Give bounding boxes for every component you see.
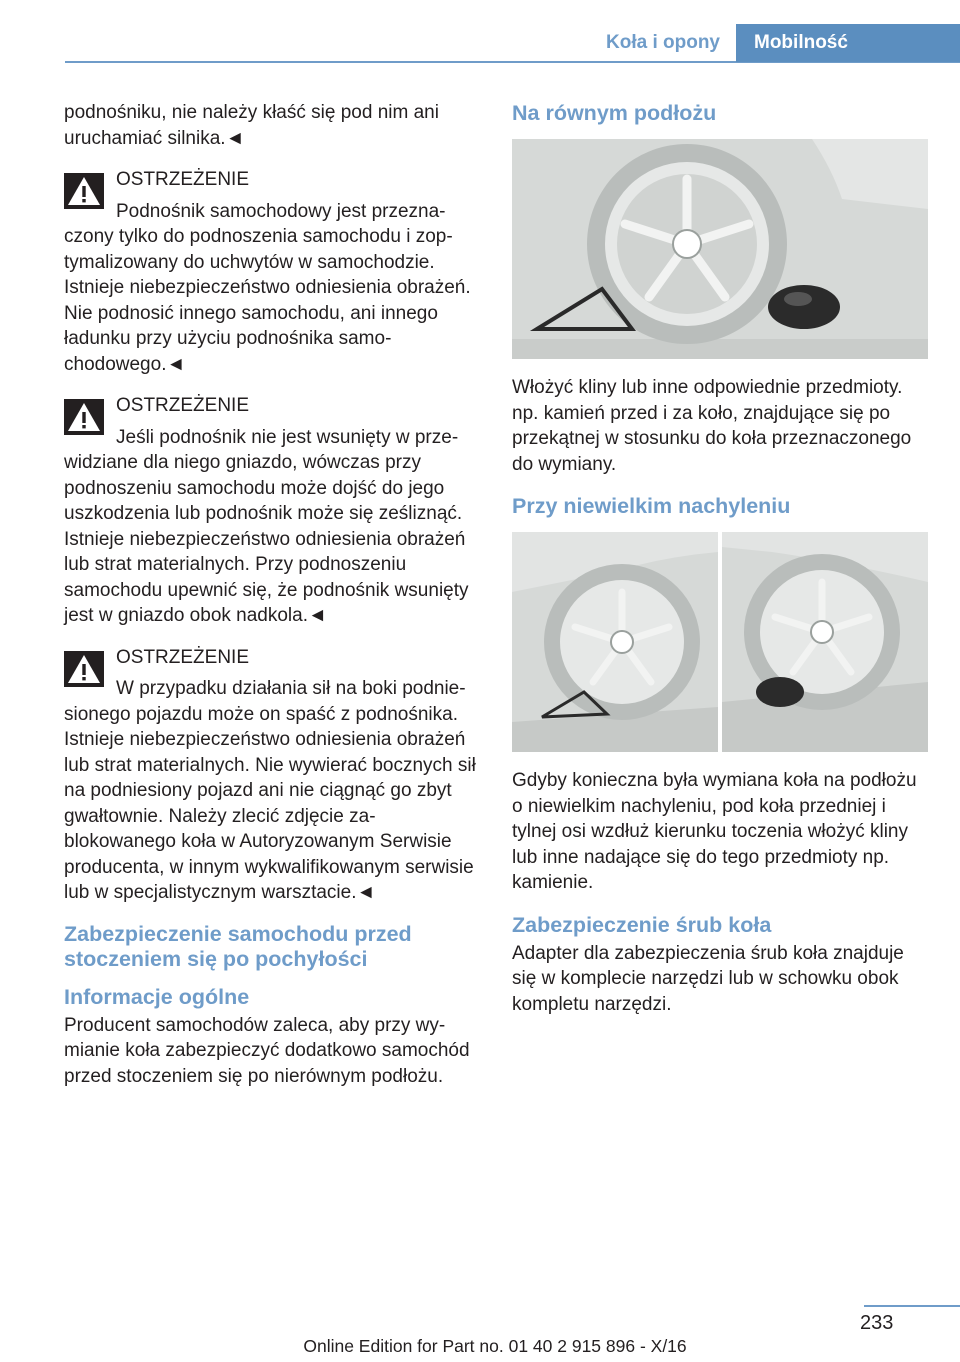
subheading-general: Informacje ogólne — [64, 984, 250, 1009]
edition-footer: Online Edition for Part no. 01 40 2 915 896 - X/16 — [303, 1336, 687, 1356]
slope-text: Gdyby konieczna była wymiana koła na podłożu o niewielkim nachyleniu, pod koła przedniej i tylnej osi wzdłuż kierunku toczenia włożyć kliny lub inne nadające się do tego przedmioty np. kamienie. — [512, 770, 917, 893]
footer-rule — [864, 1305, 960, 1307]
tab-chapter[interactable]: Mobilność — [736, 24, 960, 62]
slope-heading: Przy niewielkim nachyleniu — [512, 494, 791, 518]
section-heading: Zabezpieczenie samochodu przed stoczeniem się po pochyłości — [64, 921, 412, 971]
page-number: 233 — [860, 1312, 894, 1334]
warning-icon — [64, 399, 104, 435]
bolts-text: Adapter dla zabezpieczenia śrub koła znajduje się w komplecie narzędzi lub w schowku obok kompletu narzędzi. — [512, 942, 904, 1015]
warning-text: sionego pojazdu może on spaść z podnośnika. Istnieje niebezpieczeństwo odniesienia obrażeń lub strat materialnych. Nie wywierać bocznych sił na podniesiony pojazd ani nie ciągnąć go zbyt gwałtownie. Należy zlecić zdjęcie zablokowanego koła w Autoryzowanym Serwisie producenta, w innym wykwalifikowanym serwisie lub w specjalistycznym warsztacie.◄ — [64, 703, 476, 903]
general-text: Producent samochodów zaleca, aby przy wymianie koła zabezpieczyć dodatkowo samochód przed stoczeniem się po nierównym podłożu. — [64, 1014, 470, 1087]
warning-icon — [64, 173, 104, 209]
warning-block — [64, 645, 476, 906]
warning-icon — [64, 651, 104, 687]
warning-block — [64, 167, 476, 377]
right-column — [512, 100, 928, 1017]
flat-text: Włożyć kliny lub inne odpowiednie przedmioty. np. kamień przed i za koło, znajdujące się po przekątnej w stosunku do koła przeznaczonego do wymiany. — [512, 377, 912, 475]
warning-text-first: Jeśli podnośnik nie jest wsunięty w prze- — [116, 426, 459, 448]
intro-text: podnośniku, nie należy kłaść się pod nim ani uruchamiać silnika.◄ — [64, 102, 439, 149]
slope-chock-illustration — [512, 532, 928, 752]
warning-title: OSTRZEŻENIE — [116, 395, 250, 416]
warning-text-first: Podnośnik samochodowy jest przezna- — [116, 200, 446, 222]
wheel-chock-illustration — [512, 139, 928, 359]
warning-title: OSTRZEŻENIE — [116, 646, 250, 668]
warning-text: czony tylko do podnoszenia samochodu i zoptymalizowany do uchwytów w samochodzie. Istnieje niebezpieczeństwo odniesienia obrażeń. Nie podnosić innego samochodu, ani innego ładunku przy użyciu podnośnika samochodowego.◄ — [64, 226, 471, 375]
tab-section[interactable]: Koła i opony — [606, 32, 720, 53]
bolts-heading: Zabezpieczenie śrub koła — [512, 912, 772, 937]
warning-block — [64, 393, 476, 629]
warning-title: OSTRZEŻENIE — [116, 169, 250, 190]
left-column — [64, 100, 476, 1089]
figure-flat-ground — [512, 139, 928, 359]
flat-heading: Na równym podłożu — [512, 101, 717, 125]
warning-text: widziane dla niego gniazdo, wówczas przy podnoszeniu samochodu może dojść do jego uszkodzenia lub podnośnik może się ześliznąć. Istnieje niebezpieczeństwo odniesienia obrażeń lub strat materialnych. Przy podnoszeniu samochodu upewnić się, że podnośnik wsunięty jest w gniazdo obok nadkola.◄ — [64, 452, 469, 626]
figure-slope — [512, 532, 928, 752]
warning-text-first: W przypadku działania sił na boki podnie- — [116, 678, 466, 699]
